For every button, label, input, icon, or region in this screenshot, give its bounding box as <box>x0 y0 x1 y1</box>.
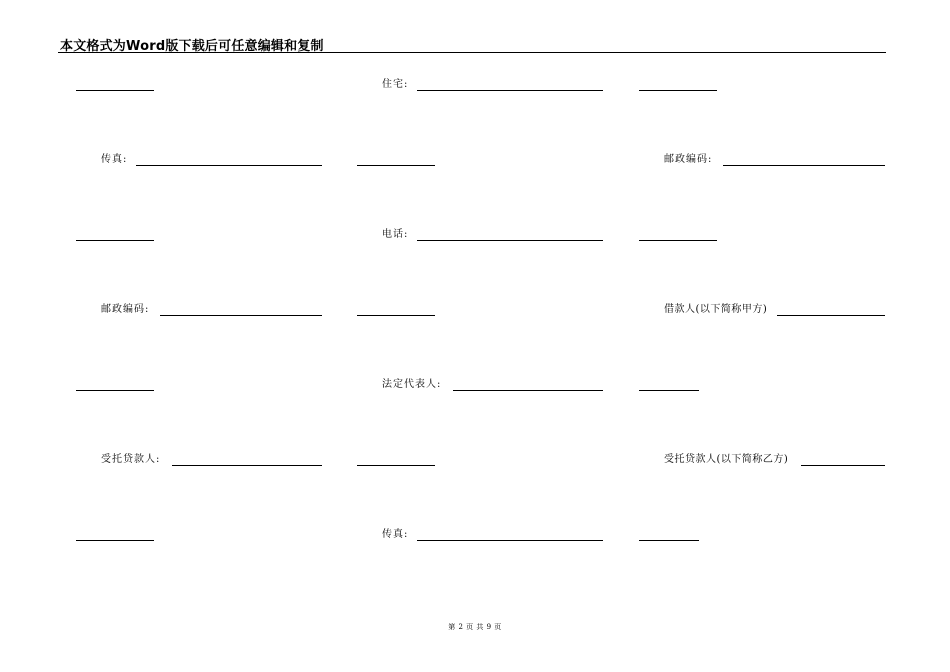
postal-code-label: 邮政编码: <box>664 154 713 165</box>
phone-label: 电话: <box>382 229 409 240</box>
postal-code-input-line[interactable] <box>723 165 885 166</box>
blank-line <box>76 90 154 91</box>
borrower-label: 借款人(以下简称甲方) <box>664 304 768 315</box>
entrusted-lender-input-line[interactable] <box>172 465 322 466</box>
blank-line <box>357 315 435 316</box>
blank-line <box>76 540 154 541</box>
header-divider <box>58 52 886 53</box>
blank-line <box>357 465 435 466</box>
fax-input-line[interactable] <box>136 165 322 166</box>
blank-line <box>639 390 699 391</box>
legal-representative-label: 法定代表人: <box>382 379 442 390</box>
entrusted-lender-label: 受托贷款人: <box>101 454 161 465</box>
page-number: 第 2 页 共 9 页 <box>448 623 502 631</box>
residence-label: 住宅: <box>382 79 409 90</box>
blank-line <box>357 165 435 166</box>
entrusted-lender-party-b-input-line[interactable] <box>801 465 885 466</box>
fax-input-line[interactable] <box>417 540 603 541</box>
phone-input-line[interactable] <box>417 240 603 241</box>
fax-label: 传真: <box>382 529 409 540</box>
postal-code-label: 邮政编码: <box>101 304 150 315</box>
blank-line <box>639 540 699 541</box>
document-header-title: 本文格式为Word版下载后可任意编辑和复制 <box>60 39 324 54</box>
blank-line <box>76 240 154 241</box>
fax-label: 传真: <box>101 154 128 165</box>
blank-line <box>639 90 717 91</box>
legal-representative-input-line[interactable] <box>453 390 603 391</box>
residence-input-line[interactable] <box>417 90 603 91</box>
postal-code-input-line[interactable] <box>160 315 322 316</box>
blank-line <box>76 390 154 391</box>
borrower-input-line[interactable] <box>777 315 885 316</box>
entrusted-lender-party-b-label: 受托贷款人(以下简称乙方) <box>664 454 789 465</box>
blank-line <box>639 240 717 241</box>
